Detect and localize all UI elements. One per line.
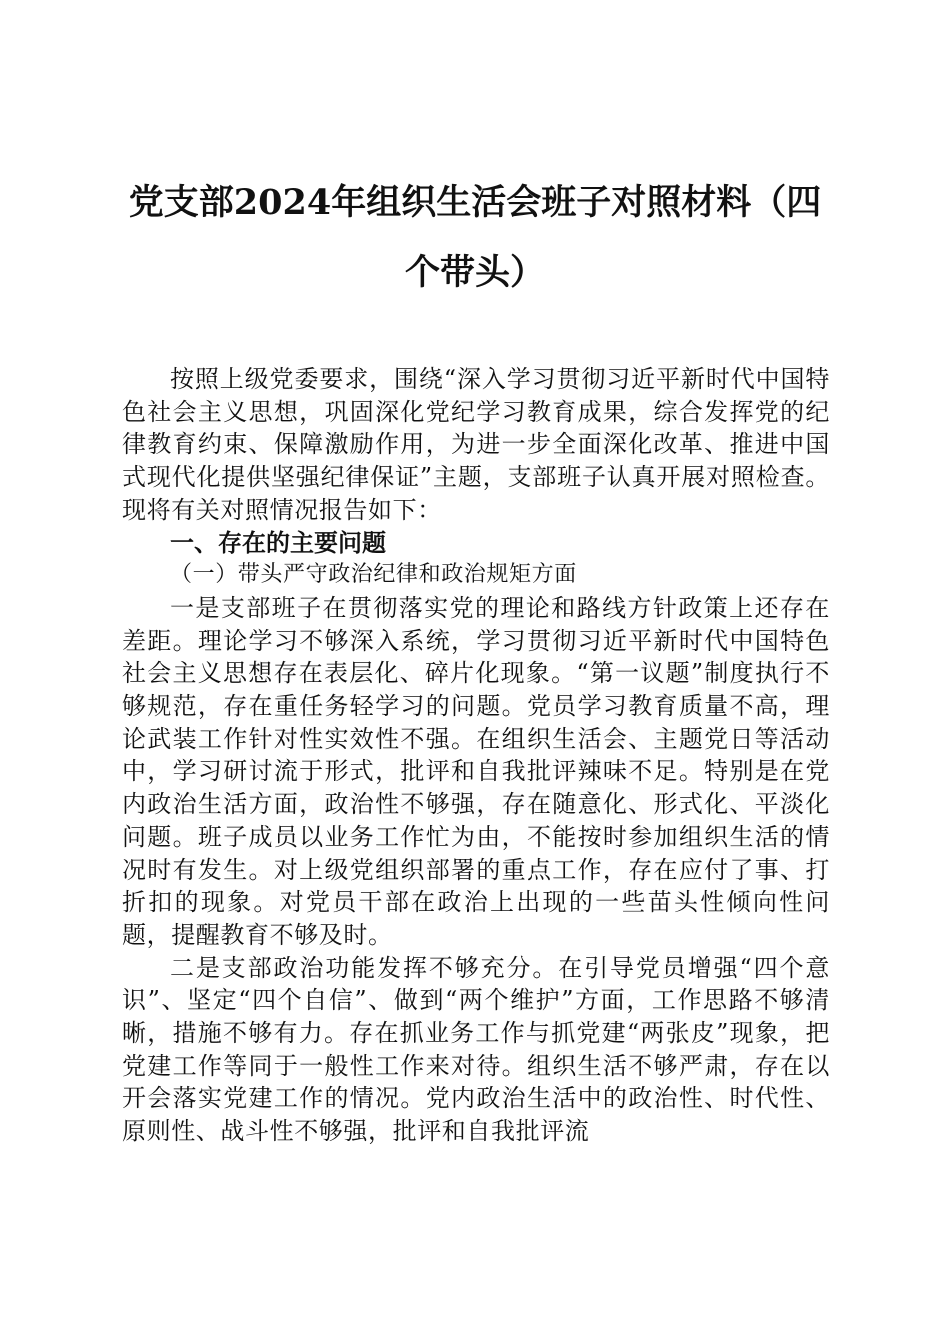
- title-line-1: 党支部2024年组织生活会班子对照材料（四: [128, 182, 822, 223]
- document-body: [122, 363, 830, 1148]
- subsection-heading: （一）带头严守政治纪律和政治规矩方面: [170, 562, 577, 588]
- body-paragraph-1: 一是支部班子在贯彻落实党的理论和路线方针政策上还存在差距。理论学习不够深入系统，学习贯彻习近平新时代中国特色社会主义思想存在表层化、碎片化现象。“第一议题”制度执行不够规范，存在重任务轻学习的问题。党员学习教育质量不高，理论武装工作针对性实效性不强。在组织生活会、主题党日等活动中，学习研讨流于形式，批评和自我批评辣味不足。特别是在党内政治生活方面，政治性不够强，存在随意化、形式化、平淡化问题。班子成员以业务工作忙为由，不能按时参加组织生活的情况时有发生。对上级党组织部署的重点工作，存在应付了事、打折扣的现象。对党员干部在政治上出现的一些苗头性倾向性问题，提醒教育不够及时。: [122, 593, 830, 949]
- document-title: [118, 168, 832, 308]
- title-line-2: 个带头）: [404, 252, 545, 293]
- section-heading: 一、存在的主要问题: [170, 528, 386, 557]
- intro-paragraph: 按照上级党委要求，围绕“深入学习贯彻习近平新时代中国特色社会主义思想，巩固深化党纪学习教育成果，综合发挥党的纪律教育约束、保障激励作用，为进一步全面深化改革、推进中国式现代化提供坚强纪律保证”主题，支部班子认真开展对照检查。现将有关对照情况报告如下：: [122, 365, 830, 524]
- body-paragraph-2: 二是支部政治功能发挥不够充分。在引导党员增强“四个意识”、坚定“四个自信”、做到“两个维护”方面，工作思路不够清晰，措施不够有力。存在抓业务工作与抓党建“两张皮”现象，把党建工作等同于一般性工作来对待。组织生活不够严肃，存在以开会落实党建工作的情况。党内政治生活中的政治性、时代性、原则性、战斗性不够强，批评和自我批评流: [122, 953, 830, 1146]
